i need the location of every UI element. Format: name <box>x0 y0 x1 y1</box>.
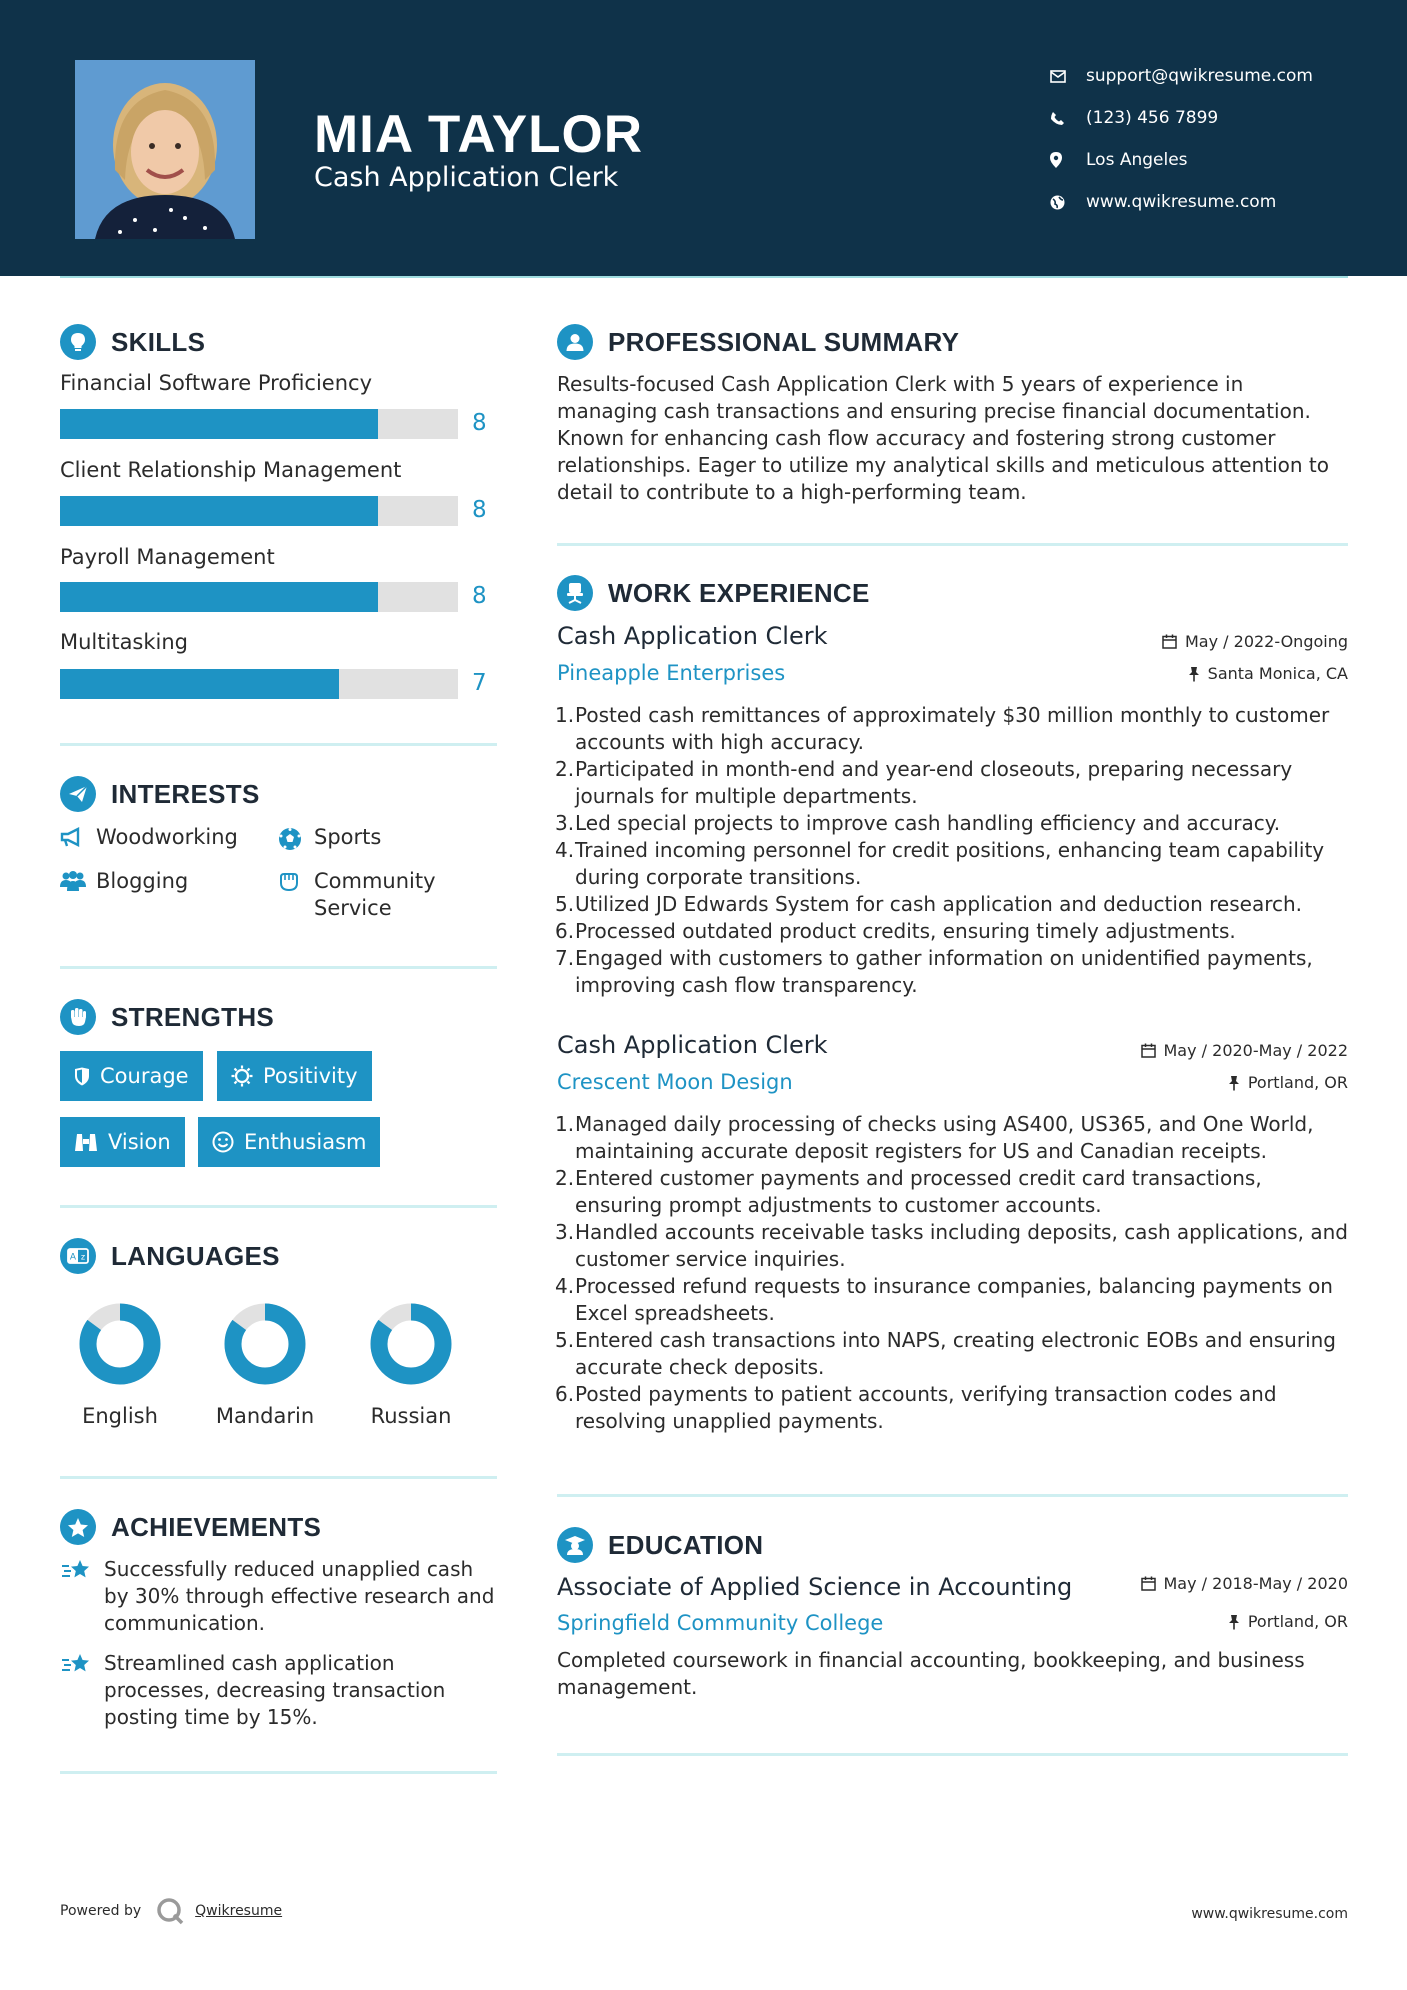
strength-label: Enthusiasm <box>244 1130 367 1154</box>
skill-bar <box>60 582 458 612</box>
skills-heading <box>60 324 205 360</box>
strength-badge <box>198 1117 380 1167</box>
interests-title: INTERESTS <box>111 778 260 809</box>
language-ring <box>369 1302 453 1386</box>
smile-icon <box>212 1131 234 1153</box>
skill-value: 8 <box>472 410 487 436</box>
duty-text: Trained incoming personnel for credit positions, enhancing team capability during corporate transitions. <box>575 838 1325 889</box>
skill-value: 7 <box>472 670 487 696</box>
duty-item: 6. Posted payments to patient accounts, verifying transaction codes and resolving unapplied payments. <box>555 1382 1277 1433</box>
job-dates-text: May / 2020-May / 2022 <box>1163 1041 1348 1060</box>
job-title: Cash Application Clerk <box>557 1031 828 1059</box>
duty-text: Led special projects to improve cash handling efficiency and accuracy. <box>575 811 1281 835</box>
pushpin-icon <box>1188 666 1200 682</box>
duty-text: Posted cash remittances of approximately $30 million monthly to customer accounts with high accuracy. <box>575 703 1330 754</box>
section-divider <box>557 543 1348 546</box>
pushpin-icon <box>1228 1614 1240 1630</box>
paper-plane-icon <box>60 776 96 812</box>
summary-heading <box>557 324 959 360</box>
skill-name: Multitasking <box>60 630 189 654</box>
strengths-heading <box>60 999 274 1035</box>
duty-text: Engaged with customers to gather information on unidentified payments, improving cash flow transparency. <box>575 946 1313 997</box>
interest-item <box>278 868 468 922</box>
duty-item: 6. Processed outdated product credits, ensuring timely adjustments. <box>555 919 1236 943</box>
duty-text: Entered cash transactions into NAPS, creating electronic EOBs and ensuring accurate check deposits. <box>575 1328 1337 1379</box>
skill-bar-fill <box>60 582 378 612</box>
office-chair-icon <box>557 575 593 611</box>
graduate-icon <box>557 1527 593 1563</box>
user-icon <box>557 324 593 360</box>
duty-item: 1. Managed daily processing of checks using AS400, US365, and One World, maintaining accurate deposit registers for US and Canadian receipts. <box>555 1112 1314 1163</box>
job-location-text: Portland, OR <box>1247 1073 1348 1092</box>
duty-item: 2. Participated in month-end and year-end closeouts, preparing necessary journals for multiple departments. <box>555 757 1293 808</box>
school-name: Springfield Community College <box>557 1611 884 1635</box>
experience-heading <box>557 575 870 611</box>
achievement-text: Streamlined cash application processes, decreasing transaction posting time by 15%. <box>104 1651 446 1729</box>
strength-badge <box>217 1051 372 1101</box>
duty-text: Entered customer payments and processed credit card transactions, ensuring prompt adjustments to customer accounts. <box>575 1166 1262 1217</box>
shooting-star-icon <box>60 1556 104 1637</box>
job-dates <box>1162 632 1348 651</box>
skill-name: Payroll Management <box>60 545 275 569</box>
envelope-icon <box>1050 70 1086 83</box>
section-divider <box>557 1494 1348 1497</box>
education-location-text: Portland, OR <box>1247 1612 1348 1631</box>
languages-heading <box>60 1238 280 1274</box>
skill-bar <box>60 669 458 699</box>
duty-text: Handled accounts receivable tasks including deposits, cash applications, and customer service inquiries. <box>575 1220 1348 1271</box>
interest-label: Blogging <box>96 869 189 893</box>
duty-item: 2. Entered customer payments and processed credit card transactions, ensuring prompt adjustments to customer accounts. <box>555 1166 1262 1217</box>
interest-label: Sports <box>314 825 382 849</box>
skill-name: Client Relationship Management <box>60 458 402 482</box>
interest-label: Community Service <box>314 869 436 920</box>
duty-item: 1. Posted cash remittances of approximately $30 million monthly to customer accounts with high accuracy. <box>555 703 1330 754</box>
duty-list <box>555 702 1350 999</box>
shield-icon <box>74 1067 90 1086</box>
contact-location-text: Los Angeles <box>1086 150 1188 170</box>
skill-bar-fill <box>60 669 339 699</box>
interests-heading <box>60 776 260 812</box>
footer-url[interactable]: www.qwikresume.com <box>1191 1906 1348 1922</box>
duty-item: 3. Handled accounts receivable tasks including deposits, cash applications, and customer service inquiries. <box>555 1220 1348 1271</box>
section-divider <box>60 966 497 969</box>
language-label: Russian <box>370 1404 452 1428</box>
calendar-icon <box>1141 1576 1156 1591</box>
duty-list <box>555 1111 1350 1435</box>
skill-bar <box>60 496 458 526</box>
skill-name: Financial Software Proficiency <box>60 371 373 395</box>
interest-label: Woodworking <box>96 825 238 849</box>
shooting-star-icon <box>60 1650 104 1731</box>
soccer-ball-icon <box>278 824 314 851</box>
strength-badge <box>60 1117 185 1167</box>
strengths-title: STRENGTHS <box>111 1001 275 1032</box>
summary-title: PROFESSIONAL SUMMARY <box>608 326 960 357</box>
job-company: Pineapple Enterprises <box>557 661 786 685</box>
section-divider <box>60 1771 497 1774</box>
language-ring <box>223 1302 307 1386</box>
candidate-name: MIA TAYLOR <box>314 105 643 164</box>
people-icon <box>60 868 96 893</box>
contact-phone[interactable] <box>1050 97 1313 139</box>
contact-phone-text: (123) 456 7899 <box>1086 108 1219 128</box>
qwikresume-link[interactable]: Qwikresume <box>195 1903 283 1919</box>
education-location <box>1228 1612 1348 1631</box>
map-pin-icon <box>1050 152 1086 168</box>
job-dates <box>1141 1041 1349 1060</box>
education-text: Completed coursework in financial accounting, bookkeeping, and business management. <box>557 1648 1305 1699</box>
resume-header <box>0 0 1407 276</box>
duty-item: 7. Engaged with customers to gather information on unidentified payments, improving cash flow transparency. <box>555 946 1313 997</box>
education-title: EDUCATION <box>608 1529 764 1560</box>
duty-item: 5. Utilized JD Edwards System for cash application and deduction research. <box>555 892 1303 916</box>
section-divider <box>60 1476 497 1479</box>
section-divider <box>557 1753 1348 1756</box>
duty-text: Utilized JD Edwards System for cash application and deduction research. <box>575 892 1303 916</box>
skill-value: 8 <box>472 583 487 609</box>
section-divider <box>60 1205 497 1208</box>
sun-icon <box>231 1065 253 1087</box>
candidate-role: Cash Application Clerk <box>314 162 619 193</box>
interest-item <box>278 824 381 851</box>
duty-item: 4. Trained incoming personnel for credit positions, enhancing team capability during corporate transitions. <box>555 838 1325 889</box>
education-dates-text: May / 2018-May / 2020 <box>1163 1574 1348 1593</box>
achievement-text: Successfully reduced unapplied cash by 30% through effective research and communication. <box>104 1557 495 1635</box>
svg-text:A: A <box>69 1252 77 1263</box>
language-ring <box>78 1302 162 1386</box>
skill-value: 8 <box>472 497 487 523</box>
strength-label: Vision <box>108 1130 171 1154</box>
languages-title: LANGUAGES <box>111 1240 280 1271</box>
achievements-heading <box>60 1509 321 1545</box>
translate-icon <box>60 1238 96 1274</box>
globe-icon <box>1050 195 1086 210</box>
degree-title: Associate of Applied Science in Accounting <box>557 1573 1073 1601</box>
achievement-item <box>60 1650 500 1731</box>
calendar-icon <box>1162 634 1177 649</box>
duty-text: Processed refund requests to insurance companies, balancing payments on Excel spreadsheets. <box>575 1274 1333 1325</box>
qwikresume-logo-icon <box>155 1896 185 1926</box>
phone-icon <box>1050 111 1086 126</box>
interest-item <box>60 868 188 895</box>
language-label: Mandarin <box>215 1404 315 1428</box>
binoculars-icon <box>74 1132 98 1152</box>
powered-by-text: Powered by <box>60 1903 142 1919</box>
summary-text: Results-focused Cash Application Clerk with 5 years of experience in managing cash transactions and ensuring precise financial documentation. Known for enhancing cash flow accuracy and fostering strong customer relationships. Eager to utilize my analytical skills and meticulous attention to detail to contribute to a high-performing team. <box>557 372 1329 504</box>
star-badge-icon <box>60 1509 96 1545</box>
experience-title: WORK EXPERIENCE <box>608 577 870 608</box>
job-location <box>1228 1073 1348 1092</box>
contact-website-text: www.qwikresume.com <box>1086 192 1277 212</box>
contact-list <box>1050 55 1313 223</box>
education-heading <box>557 1527 763 1563</box>
header-accent-line <box>60 276 1348 278</box>
skills-title: SKILLS <box>111 326 206 357</box>
job-location <box>1188 664 1348 683</box>
contact-location <box>1050 139 1313 181</box>
job-location-text: Santa Monica, CA <box>1207 664 1348 683</box>
footer-branding <box>60 1896 282 1926</box>
lightbulb-icon <box>60 324 96 360</box>
achievements-title: ACHIEVEMENTS <box>111 1511 322 1542</box>
skill-bar-fill <box>60 496 378 526</box>
education-dates <box>1141 1574 1349 1593</box>
duty-item: 5. Entered cash transactions into NAPS, creating electronic EOBs and ensuring accurate check deposits. <box>555 1328 1337 1379</box>
svg-text:z: z <box>80 1252 86 1262</box>
skill-bar-fill <box>60 409 378 439</box>
fist-icon <box>60 999 96 1035</box>
pushpin-icon <box>1228 1075 1240 1091</box>
profile-photo <box>75 60 255 239</box>
duty-text: Participated in month-end and year-end closeouts, preparing necessary journals for multiple departments. <box>575 757 1293 808</box>
duty-item: 4. Processed refund requests to insurance companies, balancing payments on Excel spreadsheets. <box>555 1274 1333 1325</box>
calendar-icon <box>1141 1043 1156 1058</box>
job-company: Crescent Moon Design <box>557 1070 793 1094</box>
duty-text: Processed outdated product credits, ensuring timely adjustments. <box>575 919 1236 943</box>
job-dates-text: May / 2022-Ongoing <box>1185 632 1348 651</box>
helping-hand-icon <box>278 868 314 893</box>
strength-label: Positivity <box>263 1064 358 1088</box>
interest-item <box>60 824 238 851</box>
duty-item: 3. Led special projects to improve cash handling efficiency and accuracy. <box>555 811 1281 835</box>
skill-bar <box>60 409 458 439</box>
megaphone-icon <box>60 824 96 847</box>
achievement-item <box>60 1556 500 1637</box>
section-divider <box>60 743 497 746</box>
strength-label: Courage <box>100 1064 189 1088</box>
job-title: Cash Application Clerk <box>557 622 828 650</box>
contact-email[interactable] <box>1050 55 1313 97</box>
contact-email-text: support@qwikresume.com <box>1086 66 1313 86</box>
duty-text: Managed daily processing of checks using AS400, US365, and One World, maintaining accurate deposit registers for US and Canadian receipts. <box>575 1112 1314 1163</box>
strength-badge <box>60 1051 203 1101</box>
contact-website[interactable] <box>1050 181 1313 223</box>
duty-text: Posted payments to patient accounts, verifying transaction codes and resolving unapplied payments. <box>575 1382 1277 1433</box>
language-label: English <box>82 1404 158 1428</box>
